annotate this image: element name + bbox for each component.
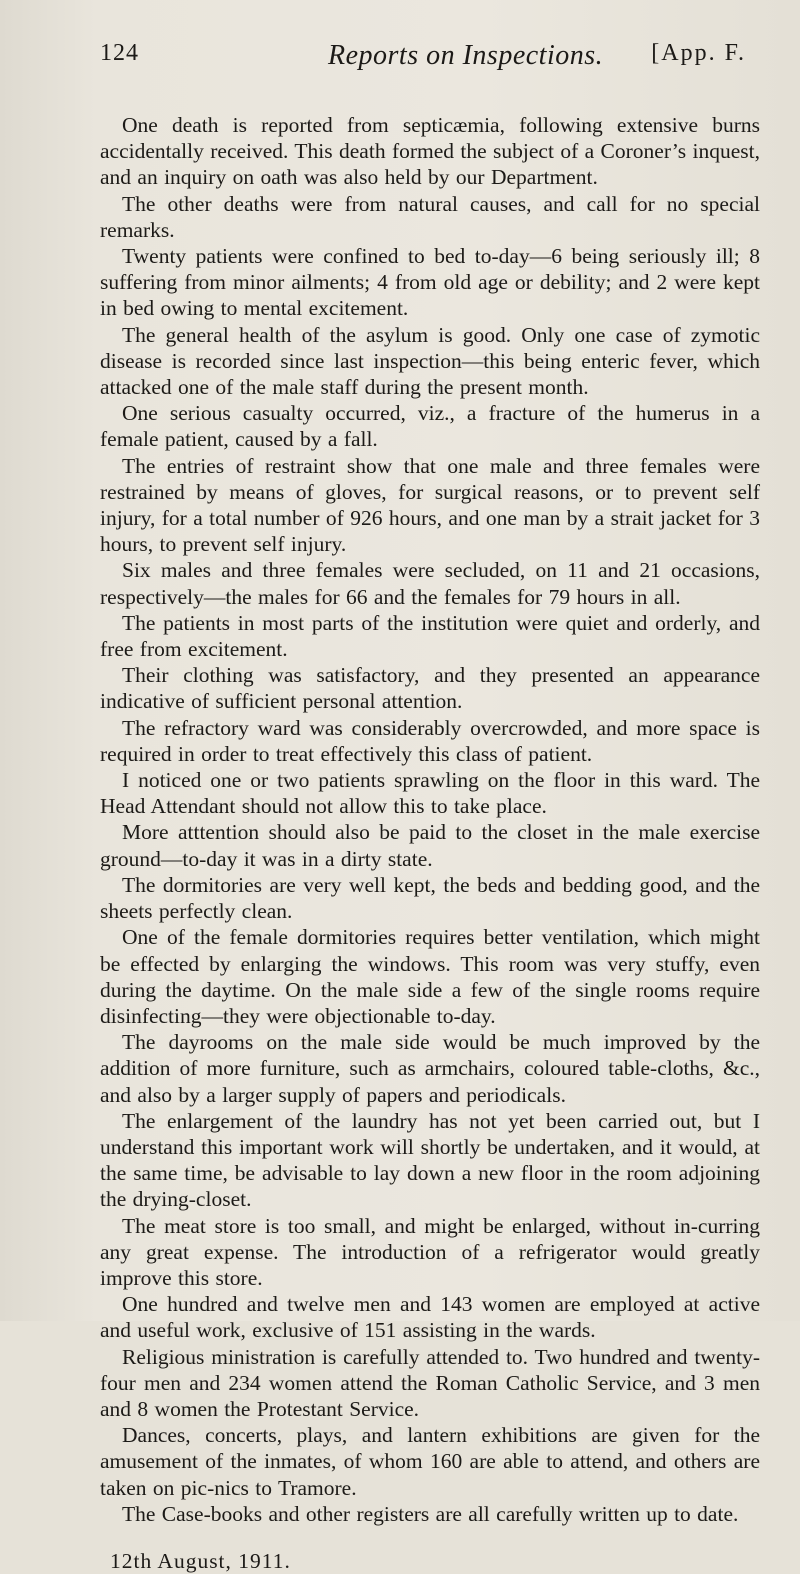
paragraph: The dayrooms on the male side would be much improved by the addition of more furniture, such as armchairs, coloured table-cloths, &c., and also by a larger supply of papers and periodicals. — [100, 1030, 760, 1107]
paragraph: The other deaths were from natural causes, and call for no special remarks. — [100, 191, 760, 242]
paragraph: Six males and three females were secluded, on 11 and 21 occasions, respectively—the males for 66 and the females for 79 hours in all. — [100, 558, 760, 609]
paragraph: Twenty patients were confined to bed to-day—6 being seriously ill; 8 suffering from minor ailments; 4 from old age or debility; and 2 were kept in bed owing to mental excitement. — [100, 244, 760, 321]
paragraph: Religious ministration is carefully attended to. Two hundred and twenty-four men and 234 women attend the Roman Catholic Service, and 3 men and 8 women the Protestant Service. — [100, 1344, 760, 1421]
paragraph: The Case-books and other registers are all carefully written up to date. — [122, 1501, 739, 1526]
paragraph: Their clothing was satisfactory, and they presented an appearance indicative of sufficient personal attention. — [100, 663, 760, 714]
paragraph: The meat store is too small, and might be enlarged, without in-curring any great expense. The introduction of a refrigerator would greatly improve this store. — [100, 1213, 760, 1290]
paragraph: The general health of the asylum is good. Only one case of zymotic disease is recorded since last inspection—this being enteric fever, which attacked one of the male staff during the present month. — [100, 322, 760, 400]
paragraph: One death is reported from septicæmia, following extensive burns accidentally received. This death formed the subject of a Coroner’s inquest, and an inquiry on oath was also held by our Department. — [100, 113, 760, 190]
paragraph: The refractory ward was considerably overcrowded, and more space is required in order to treat effectively this class of patient. — [100, 715, 760, 766]
paragraph: The enlargement of the laundry has not yet been carried out, but I understand this important work will shortly be undertaken, and it would, at the same time, be advisable to lay down a new floor in the room adjoining the drying-closet. — [100, 1108, 760, 1212]
paragraph: The dormitories are very well kept, the beds and bedding good, and the sheets perfectly clean. — [100, 872, 760, 924]
paragraph: One serious casualty occurred, viz., a fracture of the humerus in a female patient, caused by a fall. — [100, 401, 760, 452]
paragraph: Dances, concerts, plays, and lantern exhibitions are given for the amusement of the inmates, of whom 160 are able to attend, and others are taken on pic-nics to Tramore. — [100, 1423, 760, 1500]
paragraph: One of the female dormitories requires better ventilation, which might be effected by enlarging the windows. This room was very stuffy, even during the daytime. On the male side a few of the single rooms require disinfecting—they were objectionable to-day. — [100, 925, 760, 1028]
paragraph: The patients in most parts of the institution were quiet and orderly, and free from excitement. — [100, 610, 760, 662]
running-head: Reports on Inspections. — [328, 40, 604, 71]
paragraph: I noticed one or two patients sprawling on the floor in this ward. The Head Attendant should not allow this to take place. — [100, 768, 760, 819]
section-mark: [App. F. — [651, 40, 746, 66]
paragraph: More atttention should also be paid to the closet in the male exercise ground—to-day it was in a dirty state. — [100, 820, 760, 871]
paragraph: One hundred and twelve men and 143 women are employed at active and useful work, exclusive of 151 assisting in the wards. — [100, 1292, 760, 1343]
paragraph: The entries of restraint show that one male and three females were restrained by means of gloves, for surgical reasons, or to prevent self injury, for a total number of 926 hours, and one man by a strait jacket for 3 hours, to prevent self injury. — [100, 453, 760, 557]
report-date: 12th August, 1911. — [110, 1548, 291, 1573]
report-body — [100, 112, 760, 1527]
page-header — [100, 40, 760, 84]
page-number: 124 — [100, 40, 139, 66]
